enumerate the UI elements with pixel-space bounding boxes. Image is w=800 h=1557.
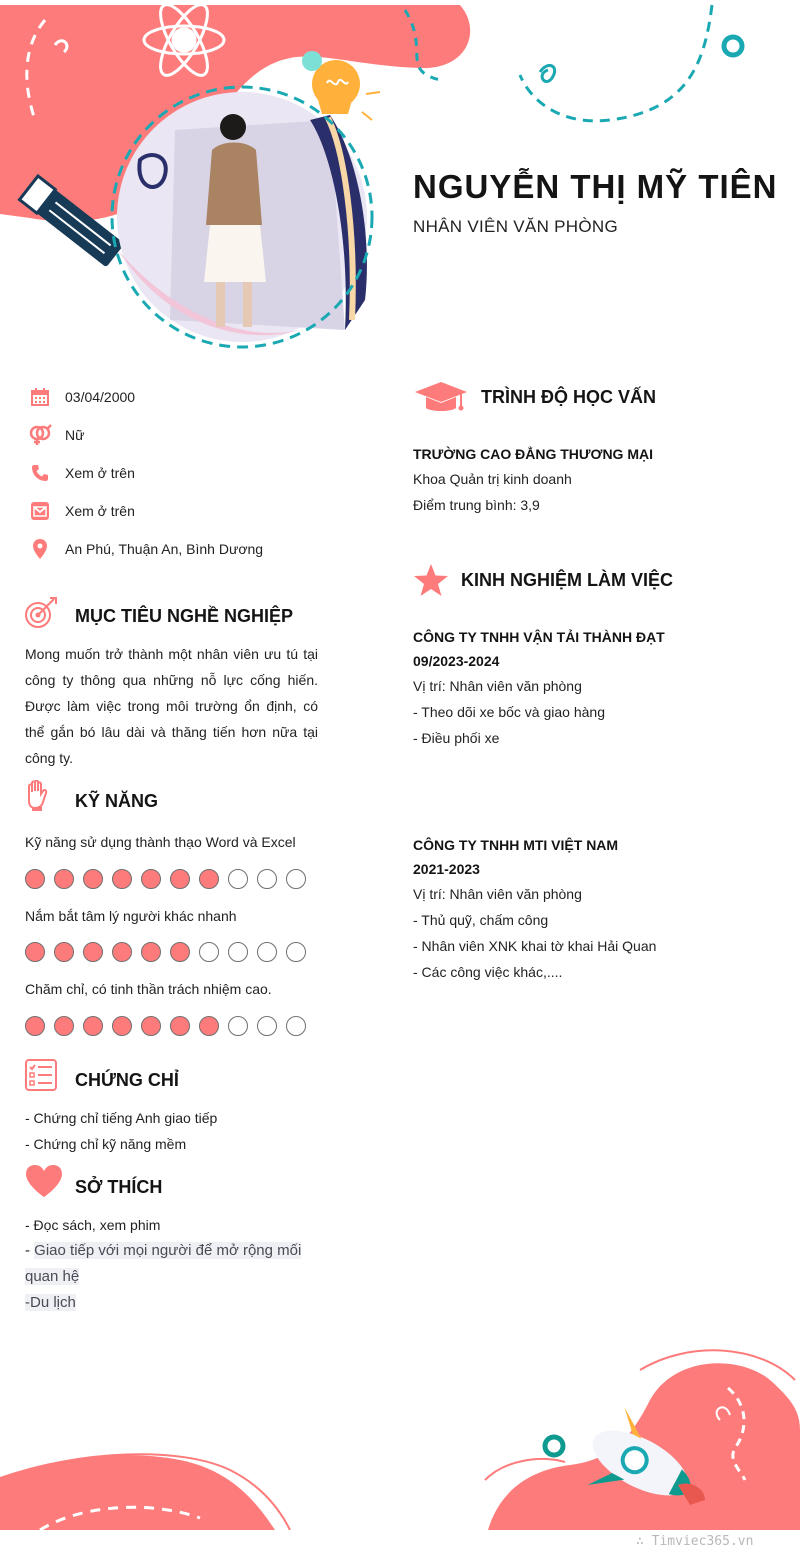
hand-icon: [25, 780, 49, 812]
star-icon: [413, 563, 449, 597]
job-detail: - Nhân viên XNK khai tờ khai Hải Quan: [413, 938, 657, 954]
contact-address: [28, 537, 263, 561]
contact-birthdate: [28, 385, 135, 409]
skill-label: Kỹ năng sử dụng thành thạo Word và Excel: [25, 834, 296, 850]
certificates-title: CHỨNG CHỈ: [75, 1070, 179, 1090]
job-detail: - Thủ quỹ, chấm công: [413, 912, 549, 928]
target-icon: [24, 596, 58, 630]
top-right-dashed-curve: [520, 5, 712, 121]
skill-label: Nắm bắt tâm lý người khác nhanh: [25, 908, 237, 924]
watermark-text: ∴ Timviec365.vn: [636, 1534, 754, 1549]
location-pin-icon: [28, 537, 52, 561]
hobby-prefix: -: [25, 1242, 35, 1259]
hobby-item: - Đọc sách, xem phim: [25, 1217, 161, 1233]
calendar-icon: [28, 385, 52, 409]
rating-dot-empty: [257, 869, 277, 889]
hobby-highlight-text: quan hệ: [25, 1268, 80, 1285]
teal-squiggle: [540, 65, 555, 81]
rating-dot-empty: [257, 1016, 277, 1036]
rating-dot-filled: [170, 942, 190, 962]
rating-dot-filled: [170, 869, 190, 889]
profile-photo-placeholder: [117, 92, 367, 342]
rating-dot-filled: [54, 869, 74, 889]
gpa-text: Điểm trung bình: 3,9: [413, 497, 540, 513]
rating-dot-empty: [286, 1016, 306, 1036]
skill-rating: [25, 942, 306, 962]
rating-dot-empty: [286, 869, 306, 889]
rating-dot-filled: [112, 1016, 132, 1036]
rating-dot-empty: [228, 942, 248, 962]
job-detail: - Điều phối xe: [413, 730, 500, 746]
hobby-highlight-text: -Du lịch: [25, 1294, 76, 1311]
rating-dot-empty: [257, 942, 277, 962]
certificate-item: - Chứng chỉ kỹ năng mềm: [25, 1136, 187, 1152]
rating-dot-empty: [286, 942, 306, 962]
rating-dot-filled: [83, 869, 103, 889]
skill-rating: [25, 869, 306, 889]
checklist-icon: [25, 1059, 57, 1091]
job-period: 2021-2023: [413, 861, 480, 877]
rating-dot-empty: [228, 869, 248, 889]
school-name: TRƯỜNG CAO ĐẲNG THƯƠNG MẠI: [413, 446, 653, 462]
rating-dot-filled: [141, 942, 161, 962]
hobby-highlight-text: Giao tiếp với mọi người để mở rộng mối: [34, 1242, 302, 1259]
rating-dot-filled: [141, 869, 161, 889]
address-text: An Phú, Thuận An, Bình Dương: [65, 541, 264, 557]
job-detail: Vị trí: Nhân viên văn phòng: [413, 886, 582, 902]
email-text: Xem ở trên: [65, 503, 135, 519]
heart-icon: [25, 1164, 63, 1198]
rating-dot-filled: [199, 1016, 219, 1036]
rating-dot-filled: [54, 942, 74, 962]
candidate-name: NGUYỄN THỊ MỸ TIÊN: [413, 168, 778, 205]
rating-dot-filled: [141, 1016, 161, 1036]
rating-dot-filled: [170, 1016, 190, 1036]
hobby-item-highlight-line: [25, 1264, 79, 1290]
phone-icon: [28, 461, 52, 485]
birthdate-text: 03/04/2000: [65, 389, 136, 405]
phone-text: Xem ở trên: [65, 465, 135, 481]
hobby-item-highlight-line: [25, 1290, 76, 1316]
job-detail: - Các công việc khác,....: [413, 964, 563, 980]
job-period: 09/2023-2024: [413, 653, 500, 669]
rating-dot-filled: [112, 869, 132, 889]
rating-dot-filled: [83, 1016, 103, 1036]
education-title: TRÌNH ĐỘ HỌC VẤN: [481, 387, 656, 407]
rating-dot-filled: [83, 942, 103, 962]
rating-dot-filled: [25, 1016, 45, 1036]
job-detail: Vị trí: Nhân viên văn phòng: [413, 678, 582, 694]
contact-email: [28, 499, 135, 523]
hobbies-title: SỞ THÍCH: [75, 1177, 163, 1197]
gender-icon: [28, 423, 52, 447]
teal-ring: [724, 37, 742, 55]
rating-dot-empty: [199, 942, 219, 962]
rating-dot-filled: [54, 1016, 74, 1036]
graduation-cap-icon: [413, 381, 469, 413]
skills-title: KỸ NĂNG: [75, 791, 159, 811]
job-company: CÔNG TY TNHH MTI VIỆT NAM: [413, 837, 619, 853]
job-detail: - Theo dõi xe bốc và giao hàng: [413, 704, 605, 720]
experience-title: KINH NGHIỆM LÀM VIỆC: [461, 570, 674, 590]
candidate-role: NHÂN VIÊN VĂN PHÒNG: [413, 217, 619, 236]
contact-gender: [28, 423, 84, 447]
hobby-item-highlight-line: [25, 1238, 301, 1264]
rating-dot-filled: [25, 869, 45, 889]
objective-text: Mong muốn trở thành một nhân viên ưu tú tại công ty thông qua những nỗ lực cống hiến. Được làm việc trong môi trường ổn định, có thể gắn bó lâu dài và thăng tiến hơn nữa tại công ty.: [25, 646, 318, 766]
teal-ring-bottom: [545, 1437, 563, 1455]
faculty-text: Khoa Quản trị kinh doanh: [413, 471, 572, 487]
email-icon: [28, 499, 52, 523]
skill-rating: [25, 1016, 306, 1036]
rating-dot-filled: [112, 942, 132, 962]
rating-dot-empty: [228, 1016, 248, 1036]
rating-dot-filled: [199, 869, 219, 889]
certificate-item: - Chứng chỉ tiếng Anh giao tiếp: [25, 1110, 218, 1126]
objective-title: MỤC TIÊU NGHỀ NGHIỆP: [75, 606, 294, 626]
job-company: CÔNG TY TNHH VẬN TẢI THÀNH ĐẠT: [413, 629, 665, 645]
contact-phone: [28, 461, 135, 485]
rating-dot-filled: [25, 942, 45, 962]
skill-label: Chăm chỉ, có tinh thần trách nhiệm cao.: [25, 981, 272, 997]
gender-text: Nữ: [65, 427, 85, 443]
